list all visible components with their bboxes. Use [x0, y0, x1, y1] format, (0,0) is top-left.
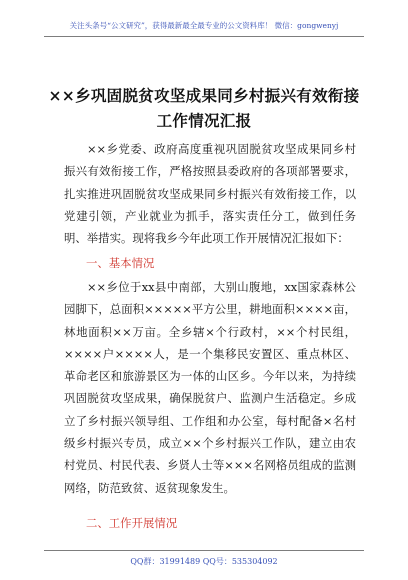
document-title-line-1: ××乡巩固脱贫攻坚成果同乡村振兴有效衔接: [48, 86, 360, 105]
page-footer: QQ群：31991489 QQ号：535304092: [130, 557, 278, 566]
basic-info-paragraph: ××乡位于xx县中南部，大别山腹地，xx国家森林公园脚下，总面积×××××平方公里，耕地面积××××亩，林地面积××万亩。全乡辖×个行政村，××个村民组，××××户××××人，是一个集移民安置区、重点林区、革命老区和旅游景区为一体的山区乡。今年以来，为持续巩固脱贫攻坚成果，确保脱贫户、监测户生活稳定。乡成立了乡村振兴领导组、工作组和办公室，每村配备×名村级乡村振兴专员，成立××个乡村振兴工作队，建立由农村党员、村民代表、乡贤人士等×××名网格员组成的监测网络，防范致贫、返贫现象发生。: [64, 280, 356, 495]
document-title-line-2: 工作情况汇报: [156, 111, 252, 130]
page-header-banner: 关注头条号“公文研究”，获得最新最全最专业的公文资料库！ 微信：gongwenyj: [69, 21, 339, 30]
section-heading-basic-info: 一、基本情况: [86, 256, 155, 270]
section-heading-work-progress: 二、工作开展情况: [86, 516, 178, 530]
header-divider: [44, 36, 364, 37]
footer-divider: [44, 550, 364, 551]
intro-paragraph: ××乡党委、政府高度重视巩固脱贫攻坚成果同乡村振兴有效衔接工作，严格按照县委政府的各项部署要求，扎实推进巩固脱贫攻坚成果同乡村振兴有效衔接工作，以党建引领，产业就业为抓手，落实责任分工，做到任务明、举措实。现将我乡今年此项工作开展情况汇报如下：: [64, 142, 356, 246]
